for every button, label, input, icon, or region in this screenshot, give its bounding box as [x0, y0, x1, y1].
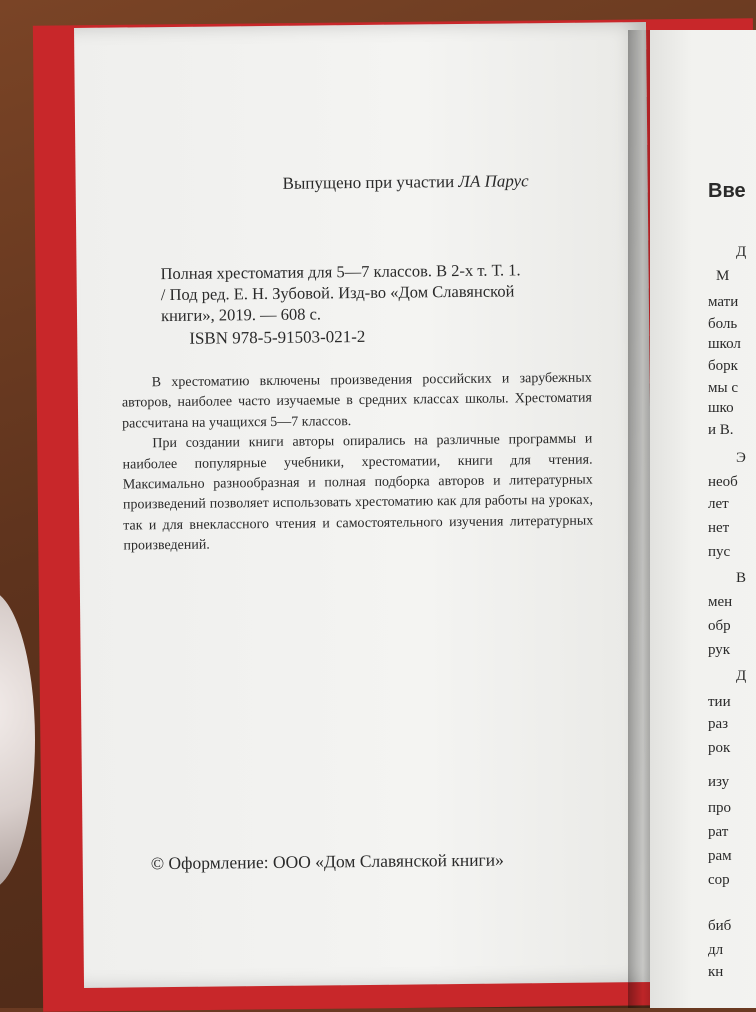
biblio-line: / Под ред. Е. Н. Зубовой. Изд-во «Дом Славянской: [160, 281, 515, 305]
isbn: ISBN 978-5-91503-021-2: [189, 326, 366, 348]
right-page-line: школ: [708, 336, 741, 352]
right-page-line: дл: [708, 942, 724, 958]
right-page-heading: Вве: [708, 180, 746, 202]
right-page-line: М: [716, 268, 730, 284]
annotation: [122, 369, 594, 558]
right-page-line: обр: [708, 618, 731, 634]
right-page: [650, 30, 756, 1008]
right-page-line: кн: [708, 964, 724, 980]
right-page-line: боль: [708, 316, 738, 332]
right-page-line: необ: [708, 474, 738, 490]
right-page-line: Э: [736, 450, 746, 466]
publisher-credit: [216, 171, 596, 195]
right-page-line: изу: [708, 774, 730, 790]
left-page: [74, 22, 656, 988]
right-page-line: тии: [708, 694, 731, 710]
right-page-line: биб: [708, 918, 732, 934]
right-page-line: нет: [708, 520, 730, 536]
right-page-line: про: [708, 800, 732, 816]
right-page-line: мати: [708, 294, 739, 310]
bibliographic-record: [160, 259, 591, 326]
right-page-line: рук: [708, 642, 731, 658]
right-page-line: рат: [708, 824, 729, 840]
right-page-line: Д: [736, 244, 747, 260]
credit-prefix: Выпущено при участии: [282, 172, 455, 193]
right-page-line: раз: [708, 716, 729, 732]
right-page-line: рам: [708, 848, 732, 864]
credit-name: ЛА Парус: [458, 171, 529, 191]
right-page-line: мен: [708, 594, 733, 610]
right-page-line: сор: [708, 872, 730, 888]
right-page-line: борк: [708, 358, 738, 374]
right-page-line: и В.: [708, 422, 734, 438]
copyright-line: © Оформление: ООО «Дом Славянской книги»: [150, 849, 504, 874]
right-page-line: рок: [708, 740, 731, 756]
right-page-line: шко: [708, 400, 734, 416]
right-page-line: лет: [708, 496, 729, 512]
right-page-line: мы с: [708, 380, 738, 396]
biblio-line: книги», 2019. — 608 с.: [160, 304, 322, 326]
annotation-paragraph: В хрестоматию включены произведения российских и зарубежных авторов, наиболее часто изучаемые в средних классах школы. Хрестоматия рассчитана на учащихся 5—7 классов.: [121, 370, 592, 432]
annotation-paragraph: При создании книги авторы опирались на различные программы и наиболее популярные учебники, хрестоматии, книги для чтения. Максимально разнообразная и полная подборка авторов и литературных произведений позволяет использовать хрестоматию как для работы на уроках, так и для внеклассного чтения и самостоятельного изучения литературных произведений.: [122, 431, 594, 554]
right-page-line: Д: [736, 668, 747, 684]
right-page-line: В: [736, 570, 747, 586]
right-page-line: пус: [708, 544, 731, 560]
biblio-line: Полная хрестоматия для 5—7 классов. В 2-х т. Т. 1.: [160, 260, 521, 284]
